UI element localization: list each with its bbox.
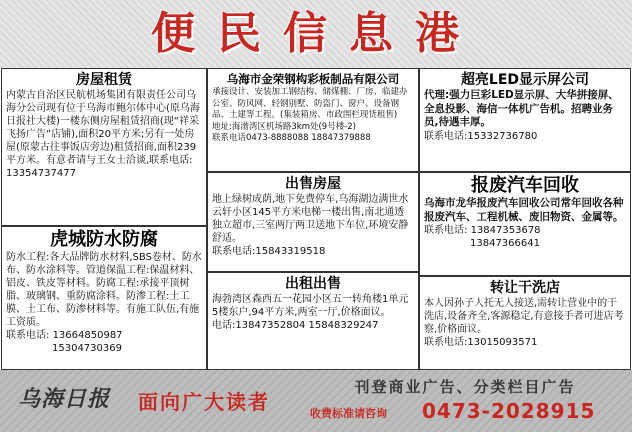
footer-banner [0,370,632,432]
ad-phone-1: 13847353678 [470,225,541,236]
ad-waterproof [1,226,207,370]
ad-body: 地上绿树成荫,地下免费停车,乌海湖边满世水云轩小区145平方米电梯一楼出售,南北通透独立超市,三室两厅两卫送地下车位,环境安静舒适。 [212,194,409,244]
ad-phone-row [6,329,202,342]
footer-line-2 [306,399,624,423]
ad-transfer [419,276,631,370]
ad-address: 地址:海渤湾区机场路3km处(9号楼-2) [212,121,356,132]
ad-body: 承接设计、安装加工钢结构、储煤棚、厂房、临建办公室、防风网、轻钢别墅、防盗门、窗户、设备钢品、土建等工程。(集装箱房、市政围栏现货租售) [212,87,408,120]
ad-title: 出售房屋 [285,176,341,192]
ad-body: 代理:强力巨彩LED显示屏、大华拼接屏、全息投影、海信一体机广告机。招聘业务员,待遇丰厚。 [424,89,619,128]
ad-house-rent [1,68,207,226]
ad-phone: 联系电话:13015093571 [424,337,538,348]
ad-phone-row [424,224,626,237]
footer-phone: 0473-2028915 [422,399,596,423]
ad-house-sale [207,172,419,272]
ad-phone: 联系电话0473-8888088 18847379888 [212,133,371,143]
ad-body: 本人因孙子人托无人接送,需转让营业中的干洗店,设备齐全,客源稳定,有意接手者可进店考察,价格面议。 [424,298,624,335]
footer-slogan: 面向广大读者 [138,390,270,414]
ad-body: 防水工程:各大品牌防水材料,SBS卷材、防水布、防水涂料等。管道保温工程:保温材料、铝皮、铁皮等材料。防腐工程:承接平顶树脂、玻璃钢、重防腐涂料。防渗工程:土工膜、土工布、防渗材料等。有施工队伍,有施工资质。 [6,252,202,328]
ad-body: 海勃湾区森西五一花园小区五一转角楼1单元5楼东户,94平方米,两室一厅,价格面议。 [212,294,409,318]
ad-title: 报废汽车回收 [471,175,579,196]
ad-led [419,68,631,172]
ad-phone: 联系电话:15332736780 [424,130,538,142]
page-title: 便民信息港 [151,8,481,59]
ad-phone: 13354737477 [6,168,76,179]
ad-phone: 联系电话:15843319518 [212,246,326,257]
ad-phone-2: 13847366641 [470,238,540,249]
ad-title: 出租出售 [285,276,341,292]
ad-phone: 电话:13847352804 15848329247 [212,320,379,331]
ad-body: 乌海市龙华报废汽车回收公司常年回收各种报废汽车、工程机械、废旧物资、金属等。 [424,197,624,223]
ad-steel [207,68,419,172]
ad-title: 转让干洗店 [490,280,560,296]
ad-title: 乌海市金荣钢构彩板制品有限公司 [226,72,400,86]
newspaper-logo: 乌海日报 [18,386,111,412]
ad-body: 内蒙古自治区民航机场集团有限责任公司乌海分公司现有位于乌海市鲍尔体中心(原乌海日报社大楼)一楼东侧房屋租赁招商(现“祥采飞扬广告”店铺),面积20平方米;另有一处房屋(原蒙古往事饭店旁边)租赁招商,面积239平方米。有意者请与王女士洽谈,联系电话: [6,90,200,166]
ad-rent-out [207,272,419,370]
ad-phone-2: 15304730369 [52,343,122,354]
footer-rate-label: 收费标准请咨询 [310,407,387,420]
header-banner [0,0,632,68]
footer-line-1: 刊登商业广告、分类栏目广告 [354,378,576,396]
ad-phone-1: 13664850987 [52,330,123,341]
ad-scrap-car [419,172,631,276]
ad-phone-label: 联系电话: [424,225,468,236]
ads-grid [0,68,632,370]
ad-phone-label: 联系电话: [6,330,50,341]
footer-contact [306,376,624,423]
ad-title: 房屋租赁 [76,72,132,88]
ad-title: 虎城防水防腐 [50,229,158,250]
ad-title: 超亮LED显示屏公司 [460,72,590,88]
